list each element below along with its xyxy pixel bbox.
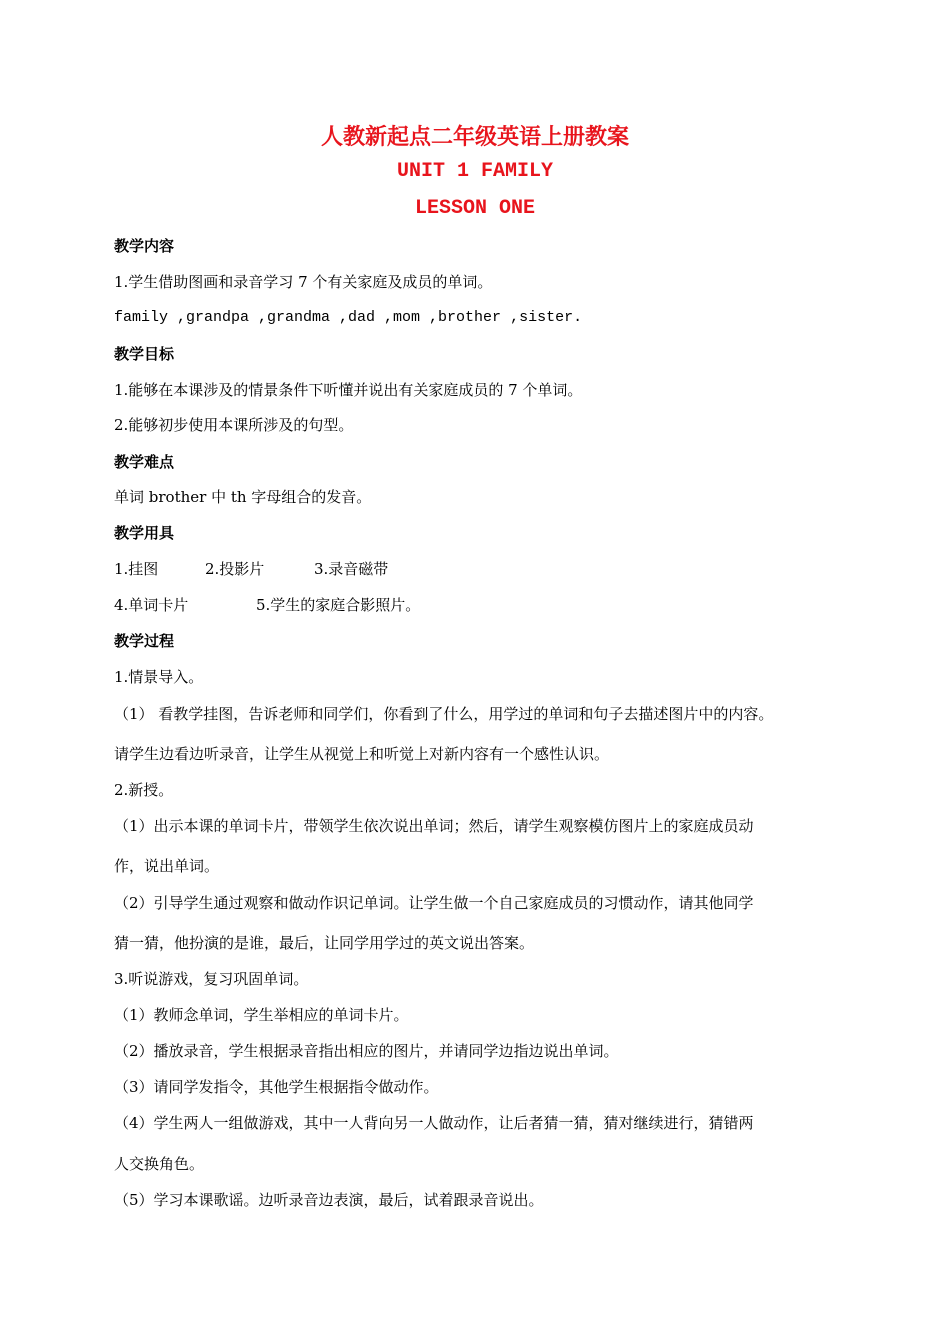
tool-item: 4.单词卡片 bbox=[114, 596, 189, 614]
lesson-title: LESSON ONE bbox=[414, 197, 536, 220]
process-step-3-item-2: （2）播放录音，学生根据录音指出相应的图片，并请同学边指边说出单词。 bbox=[114, 1042, 619, 1060]
process-step-3: 3.听说游戏，复习巩固单词。 bbox=[114, 970, 309, 988]
process-step-3-item-4-cont: 人交换角色。 bbox=[114, 1155, 205, 1173]
process-step-1: 1.情景导入。 bbox=[114, 668, 204, 686]
tool-item: 1.挂图 bbox=[114, 560, 159, 578]
section-heading-difficulty: 教学难点 bbox=[114, 453, 175, 471]
process-step-2-item-1: （1）出示本课的单词卡片，带领学生依次说出单词；然后，请学生观察模仿图片上的家庭成员动 bbox=[114, 817, 754, 835]
process-step-2-item-2-cont: 猜一猜，他扮演的是谁，最后，让同学用学过的英文说出答案。 bbox=[114, 934, 535, 952]
objective-line-1: 1.能够在本课涉及的情景条件下听懂并说出有关家庭成员的 7 个单词。 bbox=[114, 381, 583, 399]
process-step-3-item-4: （4）学生两人一组做游戏，其中一人背向另一人做动作，让后者猜一猜，猜对继续进行，猜错两 bbox=[114, 1114, 754, 1132]
unit-title: UNIT 1 FAMILY bbox=[396, 160, 554, 183]
process-step-2: 2.新授。 bbox=[114, 781, 174, 799]
process-step-1-item-1: （1） 看教学挂图，告诉老师和同学们，你看到了什么，用学过的单词和句子去描述图片中的内容。 bbox=[114, 705, 774, 723]
content-line-1: 1.学生借助图画和录音学习 7 个有关家庭及成员的单词。 bbox=[114, 273, 493, 291]
process-step-2-item-2: （2）引导学生通过观察和做动作识记单词。让学生做一个自己家庭成员的习惯动作，请其他同学 bbox=[114, 894, 754, 912]
tool-item: 5.学生的家庭合影照片。 bbox=[256, 596, 421, 614]
content-word-list: family ,grandpa ,grandma ,dad ,mom ,brother ,sister. bbox=[114, 309, 583, 326]
objective-line-2: 2.能够初步使用本课所涉及的句型。 bbox=[114, 416, 354, 434]
section-heading-tools: 教学用具 bbox=[114, 524, 175, 542]
tool-item: 3.录音磁带 bbox=[314, 560, 389, 578]
document-title: 人教新起点二年级英语上册教案 bbox=[320, 125, 629, 150]
process-step-3-item-1: （1）教师念单词，学生举相应的单词卡片。 bbox=[114, 1006, 409, 1024]
process-step-3-item-5: （5）学习本课歌谣。边听录音边表演，最后，试着跟录音说出。 bbox=[114, 1191, 544, 1209]
difficulty-line-1: 单词 brother 中 th 字母组合的发音。 bbox=[114, 488, 372, 506]
section-heading-content: 教学内容 bbox=[114, 237, 175, 255]
section-heading-objectives: 教学目标 bbox=[114, 345, 175, 363]
tools-row-2 bbox=[114, 595, 854, 615]
process-step-3-item-3: （3）请同学发指令，其他学生根据指令做动作。 bbox=[114, 1078, 439, 1096]
process-step-1-item-1-cont: 请学生边看边听录音，让学生从视觉上和听觉上对新内容有一个感性认识。 bbox=[114, 745, 610, 763]
tool-item: 2.投影片 bbox=[205, 560, 265, 578]
section-heading-process: 教学过程 bbox=[114, 632, 175, 650]
tools-row-1 bbox=[114, 559, 854, 579]
process-step-2-item-1-cont: 作，说出单词。 bbox=[114, 857, 220, 875]
